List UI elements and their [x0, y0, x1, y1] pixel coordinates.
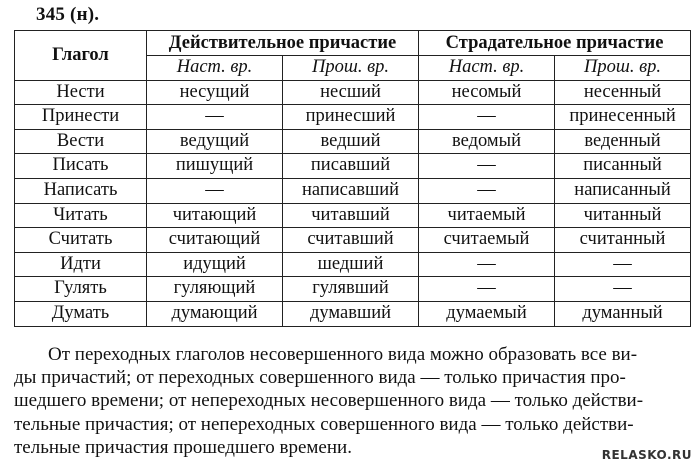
active-past-cell: принесший: [283, 105, 419, 130]
passive-past-cell: —: [555, 277, 691, 302]
passive-present-cell: ведомый: [419, 129, 555, 154]
verb-cell: Считать: [15, 228, 147, 253]
active-participle-header: Действительное причастие: [147, 31, 419, 56]
exercise-number: 345 (н).: [36, 4, 100, 25]
table-row: [15, 178, 691, 203]
active-past-cell: думавший: [283, 301, 419, 326]
verb-cell: Написать: [15, 178, 147, 203]
passive-past-cell: —: [555, 252, 691, 277]
table-row: [15, 228, 691, 253]
paragraph-line: тельные причастия; от непереходных совершенного вида — только действи-: [14, 413, 634, 435]
active-past-cell: считавший: [283, 228, 419, 253]
passive-present-cell: считаемый: [419, 228, 555, 253]
verb-cell: Читать: [15, 203, 147, 228]
table-header-row: [15, 31, 691, 56]
active-present-cell: читающий: [147, 203, 283, 228]
passive-present-header: Наст. вр.: [419, 56, 555, 81]
passive-past-cell: написанный: [555, 178, 691, 203]
active-past-cell: читавший: [283, 203, 419, 228]
passive-present-cell: —: [419, 154, 555, 179]
verb-cell: Гулять: [15, 277, 147, 302]
active-past-cell: несший: [283, 80, 419, 105]
active-past-cell: шедший: [283, 252, 419, 277]
passive-participle-header: Страдательное причастие: [419, 31, 691, 56]
paragraph-line: ды причастий; от переходных совершенного вида — только причастия про-: [14, 367, 626, 389]
passive-present-cell: читаемый: [419, 203, 555, 228]
table-row: [15, 203, 691, 228]
passive-past-cell: писанный: [555, 154, 691, 179]
active-present-header: Наст. вр.: [147, 56, 283, 81]
table-row: [15, 129, 691, 154]
active-present-cell: ведущий: [147, 129, 283, 154]
active-past-cell: ведший: [283, 129, 419, 154]
passive-present-cell: —: [419, 178, 555, 203]
passive-past-cell: думанный: [555, 301, 691, 326]
table-row: [15, 105, 691, 130]
paragraph-line: От переходных глаголов несовершенного вида можно образовать все ви-: [48, 344, 638, 365]
paragraph-line: шедшего времени; от непереходных несовершенного вида — только действи-: [14, 390, 644, 412]
active-past-cell: гулявший: [283, 277, 419, 302]
passive-present-cell: —: [419, 105, 555, 130]
participles-table: [14, 30, 691, 327]
verb-cell: Писать: [15, 154, 147, 179]
rule-paragraph: [14, 343, 690, 459]
passive-present-cell: —: [419, 277, 555, 302]
passive-past-cell: веденный: [555, 129, 691, 154]
passive-past-cell: принесенный: [555, 105, 691, 130]
paragraph-line: тельные причастия прошедшего времени.: [14, 436, 352, 458]
verb-column-header: Глагол: [15, 31, 147, 81]
passive-past-cell: читанный: [555, 203, 691, 228]
verb-cell: Идти: [15, 252, 147, 277]
active-present-cell: —: [147, 105, 283, 130]
table-row: [15, 252, 691, 277]
site-watermark: RELASKO.RU: [601, 448, 692, 462]
passive-present-cell: несомый: [419, 80, 555, 105]
passive-present-cell: —: [419, 252, 555, 277]
active-present-cell: считающий: [147, 228, 283, 253]
table-body: [15, 80, 691, 326]
table-row: [15, 80, 691, 105]
table-row: [15, 154, 691, 179]
active-present-cell: пишущий: [147, 154, 283, 179]
active-present-cell: гуляющий: [147, 277, 283, 302]
active-present-cell: —: [147, 178, 283, 203]
verb-cell: Вести: [15, 129, 147, 154]
verb-cell: Принести: [15, 105, 147, 130]
passive-past-cell: считанный: [555, 228, 691, 253]
table-row: [15, 301, 691, 326]
active-present-cell: думающий: [147, 301, 283, 326]
active-present-cell: несущий: [147, 80, 283, 105]
verb-cell: Думать: [15, 301, 147, 326]
passive-present-cell: думаемый: [419, 301, 555, 326]
passive-past-header: Прош. вр.: [555, 56, 691, 81]
active-past-cell: написавший: [283, 178, 419, 203]
passive-past-cell: несенный: [555, 80, 691, 105]
verb-cell: Нести: [15, 80, 147, 105]
table-row: [15, 277, 691, 302]
active-present-cell: идущий: [147, 252, 283, 277]
active-past-cell: писавший: [283, 154, 419, 179]
active-past-header: Прош. вр.: [283, 56, 419, 81]
